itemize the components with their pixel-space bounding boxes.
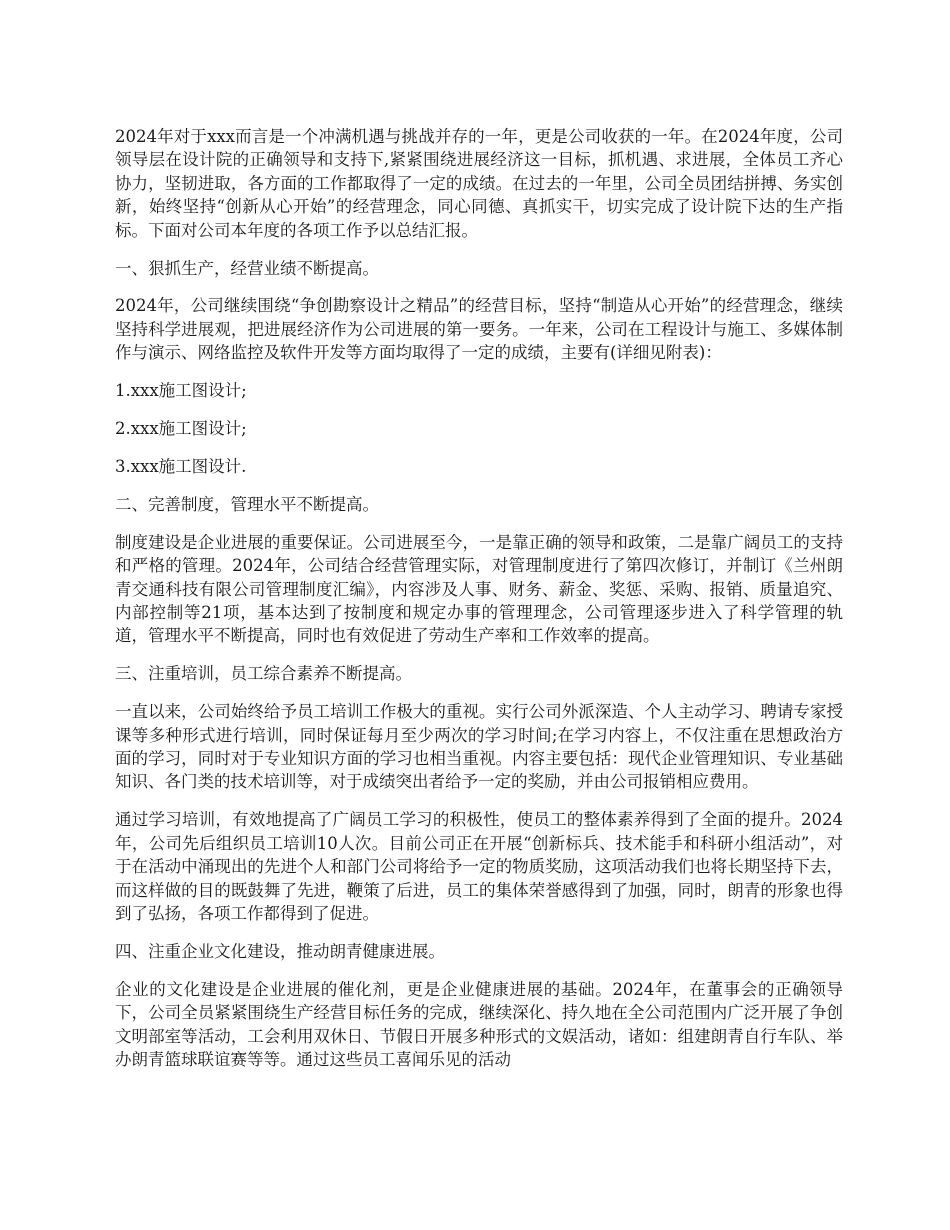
management-paragraph: 制度建设是企业进展的重要保证。公司进展至今，一是靠正确的领导和政策，二是靠广阔员工的支持和严格的管理。2024年，公司结合经营管理实际，对管理制度进行了第四次修订，并制订《兰州朗青交通科技有限公司管理制度汇编》，内容涉及人事、财务、薪金、奖惩、采购、报销、质量追究、内部控制等21项，基本达到了按制度和规定办事的管理理念，公司管理逐步进入了科学管理的轨道，管理水平不断提高，同时也有效促进了劳动生产率和工作效率的提高。	[115, 532, 843, 646]
section-heading-production: 一、狠抓生产，经营业绩不断提高。	[115, 258, 379, 278]
training-paragraph: 一直以来，公司始终给予员工培训工作极大的重视。实行公司外派深造、个人主动学习、聘请专家授课等多种形式进行培训，同时保证每月至少两次的学习时间;在学习内容上，不仅注重在思想政治方面的学习，同时对于专业知识方面的学习也相当重视。内容主要包括：现代企业管理知识、专业基础知识、各门类的技术培训等，对于成绩突出者给予一定的奖励，并由公司报销相应费用。	[115, 702, 843, 792]
production-paragraph: 2024年，公司继续围绕“争创勘察设计之精品”的经营目标，坚持“制造从心开始”的经营理念，继续坚持科学进展观，把进展经济作为公司进展的第一要务。一年来，公司在工程设计与施工、多媒体制作与演示、网络监控及软件开发等方面均取得了一定的成绩，主要有(详细见附表)：	[115, 296, 843, 363]
section-heading-training: 三、注重培训，员工综合素养不断提高。	[115, 664, 412, 684]
document-page	[115, 125, 843, 1086]
section-heading-culture: 四、注重企业文化建设，推动朗青健康进展。	[115, 941, 445, 961]
training-results-paragraph: 通过学习培训，有效地提高了广阔员工学习的积极性，使员工的整体素养得到了全面的提升。2024年，公司先后组织员工培训10人次。目前公司正在开展“创新标兵、技术能手和科研小组活动”，对于在活动中涌现出的先进个人和部门公司将给予一定的物质奖励，这项活动我们也将长期坚持下去，而这样做的目的既鼓舞了先进，鞭策了后进，员工的集体荣誉感得到了加强，同时，朗青的形象也得到了弘扬，各项工作都得到了促进。	[115, 810, 843, 923]
section-heading-management: 二、完善制度，管理水平不断提高。	[115, 494, 379, 514]
list-item: 1.xxx施工图设计;	[115, 381, 247, 401]
culture-paragraph: 企业的文化建设是企业进展的催化剂，更是企业健康进展的基础。2024年，在董事会的正确领导下，公司全员紧紧围绕生产经营目标任务的完成，继续深化、持久地在全公司范围内广泛开展了争创文明部室等活动，工会利用双休日、节假日开展多种形式的文娱活动，诸如：组建朗青自行车队、举办朗青篮球联谊赛等等。通过这些员工喜闻乐见的活动	[115, 979, 843, 1069]
list-item: 2.xxx施工图设计;	[115, 419, 247, 439]
list-item: 3.xxx施工图设计.	[115, 456, 247, 476]
intro-paragraph: 2024年对于xxx而言是一个冲满机遇与挑战并存的一年，更是公司收获的一年。在2024年度，公司领导层在设计院的正确领导和支持下,紧紧围绕进展经济这一目标，抓机遇、求进展，全体员工齐心协力，坚韧进取，各方面的工作都取得了一定的成绩。在过去的一年里，公司全员团结拼搏、务实创新，始终坚持“创新从心开始”的经营理念，同心同德、真抓实干，切实完成了设计院下达的生产指标。下面对公司本年度的各项工作予以总结汇报。	[115, 127, 843, 240]
